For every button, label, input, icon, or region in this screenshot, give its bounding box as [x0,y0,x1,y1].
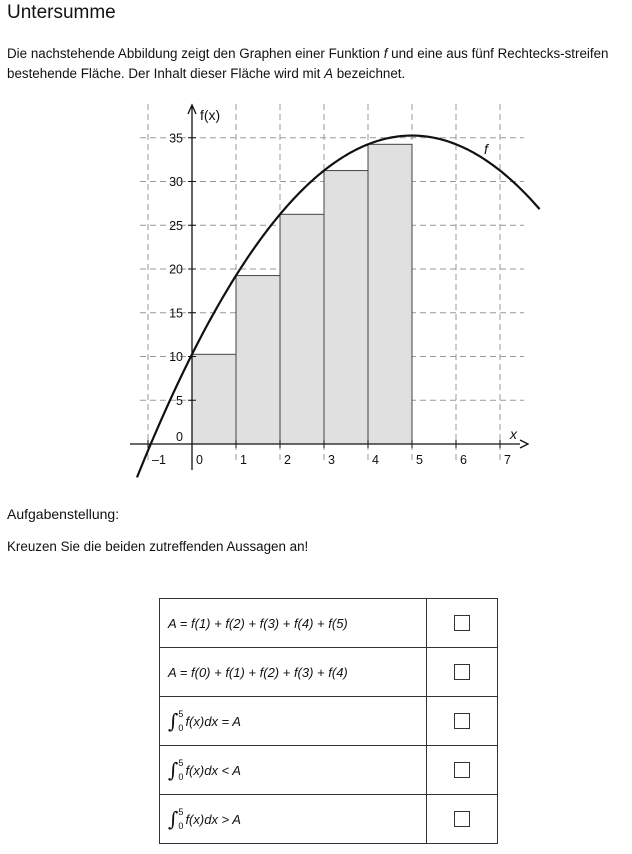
integral-limits [178,709,183,733]
x-axis-arrow [520,440,528,448]
option-row [160,599,498,648]
option-checkbox[interactable] [454,664,470,680]
x-tick-label: 6 [460,453,467,467]
x-tick-label: 0 [196,453,203,467]
function-label: f [484,141,488,157]
y-tick-label: 5 [176,393,183,408]
lower-limit: 0 [178,772,184,782]
sum-rectangle [236,276,280,444]
statement-text: A = f(1) + f(2) + f(3) + f(4) + f(5) [168,615,348,631]
sum-rectangle [192,354,236,444]
x-tick-label: 4 [372,453,379,467]
y-tick-label: 30 [169,175,183,189]
upper-limit: 5 [178,758,184,768]
checkbox-cell [426,648,497,697]
option-statement [160,746,427,795]
integrand: f(x)dx < A [185,762,241,778]
sum-rectangle [368,144,412,444]
task-instruction: Kreuzen Sie die beiden zutreffenden Aussagen an! [7,539,309,554]
sum-rectangle [280,214,324,444]
intro-text-3: bezeichnet. [333,66,406,81]
x-tick-label: 7 [504,453,511,467]
integral-sign: ∫ [168,807,179,831]
integral-limits [178,758,183,782]
page-title: Untersumme [7,2,116,23]
option-statement [160,599,427,648]
y-axis-label: f(x) [200,107,221,123]
integral-expression [168,758,241,782]
intro-text-1: Die nachstehende Abbildung zeigt den Graphen einer Funktion [7,46,384,61]
y-tick-label: 20 [169,262,183,277]
option-statement [160,697,427,746]
x-tick-label: 2 [284,453,291,467]
checkbox-cell [426,697,497,746]
answer-options-table [159,598,498,844]
sum-rectangle [324,171,368,444]
x-tick-label: 1 [240,453,247,467]
option-row [160,697,498,746]
option-row [160,795,498,844]
x-tick-label: 3 [328,453,335,467]
integrand: f(x)dx > A [185,811,241,827]
integral-expression [168,709,241,733]
option-checkbox[interactable] [454,811,470,827]
statement-text: A = f(0) + f(1) + f(2) + f(3) + f(4) [168,664,348,680]
upper-limit: 5 [178,807,184,817]
option-checkbox[interactable] [454,615,470,631]
integrand: f(x)dx = A [185,713,241,729]
y-tick-label: 25 [169,218,183,233]
y-tick-label: 35 [169,131,183,146]
upper-limit: 5 [178,709,184,719]
option-row [160,648,498,697]
y-tick-label: 0 [176,430,183,444]
checkbox-cell [426,599,497,648]
x-axis-label: x [510,426,517,442]
lower-limit: 0 [178,723,184,733]
checkbox-cell [426,746,497,795]
lower-limit: 0 [178,821,184,831]
task-heading: Aufgabenstellung: [7,506,120,522]
intro-text-2: und eine aus fünf Rechtecks-streifen bestehende Fläche. Der Inhalt dieser Fläche wird mit [7,46,609,81]
y-tick-label: 10 [169,350,183,364]
x-tick-label: –1 [152,453,166,467]
function-symbol: f [383,46,388,61]
option-checkbox[interactable] [454,762,470,778]
integral-sign: ∫ [168,709,179,733]
option-statement [160,795,427,844]
checkbox-cell [426,795,497,844]
area-symbol: A [324,66,334,81]
option-row [160,746,498,795]
integral-sign: ∫ [168,758,179,782]
option-checkbox[interactable] [454,713,470,729]
integral-limits [178,807,183,831]
integral-expression [168,807,241,831]
option-statement [160,648,427,697]
y-tick-label: 15 [169,306,183,321]
x-tick-label: 5 [416,453,423,467]
